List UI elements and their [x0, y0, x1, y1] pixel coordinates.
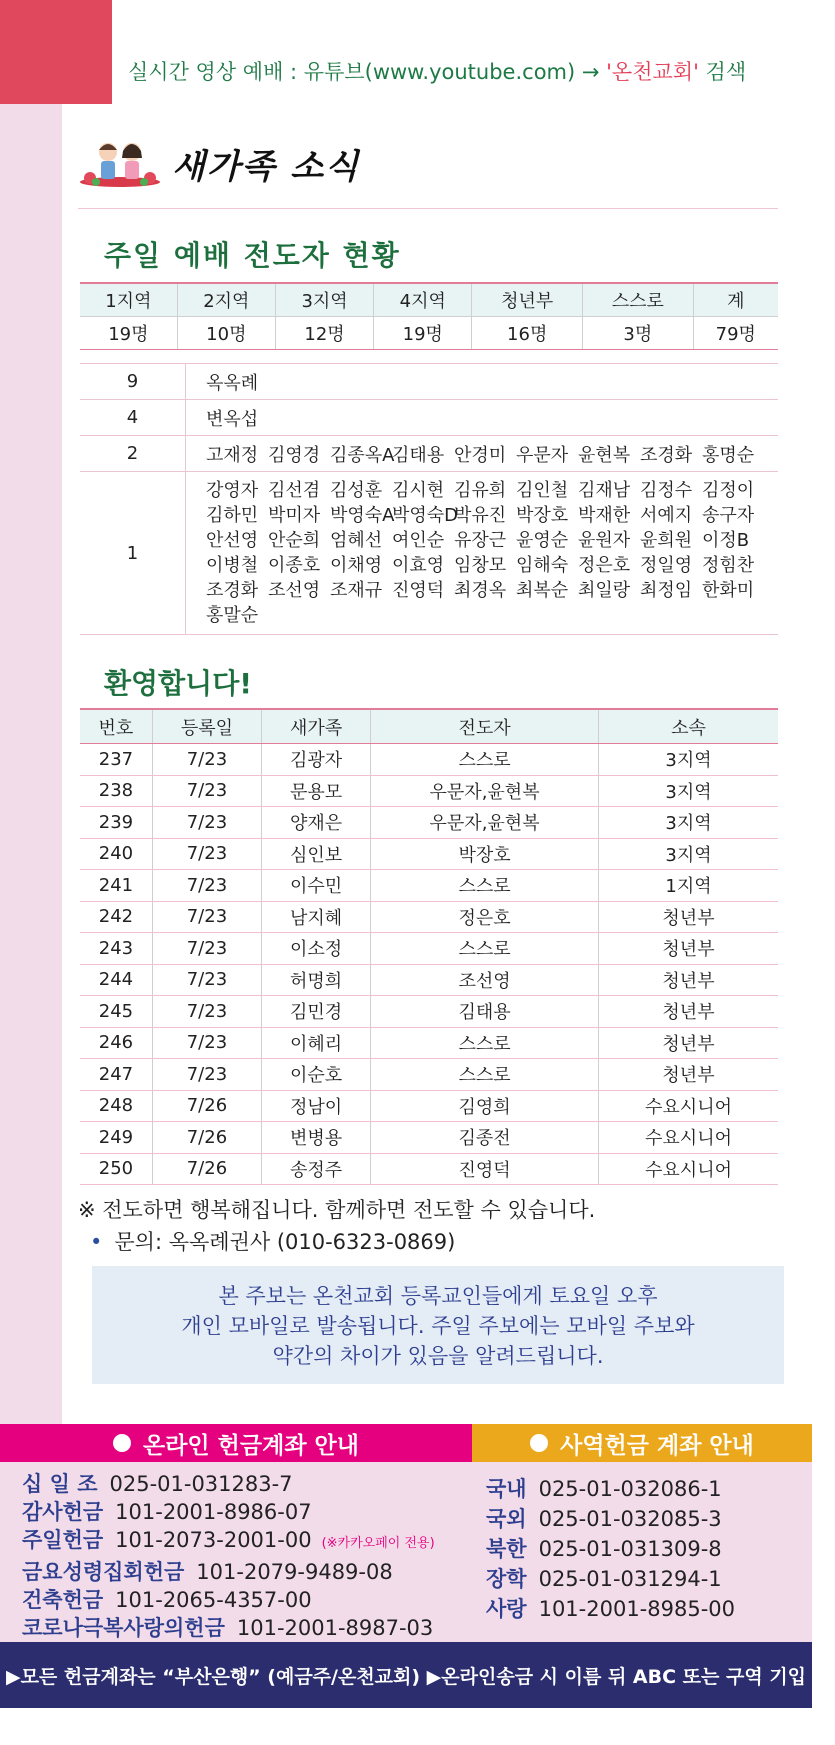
evangelist-name: 박재한	[578, 505, 631, 526]
footer-bank-notice: ▶모든 헌금계좌는 “부산은행” (예금주/온천교회) ▶온라인송금 시 이름 뒤 ABC 또는 구역 기입	[0, 1642, 812, 1708]
bullet: •	[90, 1230, 103, 1254]
count-number: 1	[80, 472, 186, 635]
stats-header-cell: 스스로	[583, 283, 694, 317]
divider	[78, 208, 778, 209]
evangelist-name: 조선영	[268, 580, 321, 601]
evangelist-name: 박영숙A	[330, 505, 395, 526]
welcome-cell: 245	[80, 996, 152, 1028]
section-header	[76, 138, 360, 188]
welcome-cell: 7/23	[152, 870, 261, 902]
stats-value-cell: 10명	[177, 317, 275, 350]
account-label: 십 일 조	[22, 1472, 98, 1496]
count-number: 4	[80, 400, 186, 436]
circle-bullet-icon	[530, 1434, 548, 1452]
account-number: 101-2001-8986-07	[115, 1500, 312, 1524]
account-label: 사랑	[486, 1597, 527, 1621]
contact-note	[90, 1226, 455, 1256]
online-offering-header	[0, 1424, 472, 1462]
stats-header-cell: 계	[693, 283, 778, 317]
welcome-title: 환영합니다!	[104, 667, 253, 700]
stats-value-cell: 12명	[275, 317, 373, 350]
welcome-cell: 조선영	[371, 964, 599, 996]
evangelist-name: 김종옥A	[330, 444, 395, 466]
table-row	[80, 744, 778, 776]
welcome-cell: 진영덕	[371, 1153, 599, 1185]
evangelist-name: 최정임	[640, 580, 693, 601]
table-row	[80, 964, 778, 996]
online-account-item	[22, 1526, 435, 1558]
evangelist-name: 김선겸	[268, 480, 321, 501]
welcome-cell: 변병용	[262, 1122, 371, 1154]
evangelist-name: 윤영순	[516, 530, 569, 551]
table-row	[80, 775, 778, 807]
evangelism-note: ※ 전도하면 행복해집니다. 함께하면 전도할 수 있습니다.	[78, 1198, 596, 1222]
welcome-cell: 248	[80, 1090, 152, 1122]
welcome-cell: 244	[80, 964, 152, 996]
welcome-cell: 이소정	[262, 933, 371, 965]
online-account-item	[22, 1470, 435, 1498]
welcome-cell: 237	[80, 744, 152, 776]
evangelist-name: 홍명순	[702, 444, 755, 466]
welcome-cell: 우문자,윤현복	[371, 775, 599, 807]
account-number: 025-01-032085-3	[538, 1507, 722, 1531]
evangelist-name: 김정수	[640, 480, 693, 501]
notice-line: 본 주보는 온천교회 등록교인들에게 토요일 오후	[218, 1284, 658, 1308]
evangelist-name: 최경옥	[454, 580, 507, 601]
table-row	[80, 1122, 778, 1154]
left-side-bar	[0, 104, 62, 1424]
welcome-cell: 이순호	[262, 1059, 371, 1091]
mission-offering-header	[472, 1424, 812, 1462]
welcome-cell: 7/23	[152, 901, 261, 933]
account-number: 025-01-031294-1	[538, 1567, 722, 1591]
account-label: 장학	[486, 1567, 527, 1591]
account-number: 101-2001-8987-03	[236, 1616, 434, 1640]
count-number: 2	[80, 436, 186, 472]
online-account-list	[22, 1470, 435, 1642]
table-row	[80, 996, 778, 1028]
online-account-item	[22, 1498, 435, 1526]
welcome-cell: 청년부	[599, 933, 778, 965]
stats-value-cell: 3명	[583, 317, 694, 350]
mission-account-list	[486, 1474, 735, 1624]
welcome-cell: 스스로	[371, 870, 599, 902]
evangelist-name: 이효영	[392, 555, 445, 576]
welcome-cell: 7/26	[152, 1122, 261, 1154]
evangelist-name: 최복순	[516, 580, 569, 601]
stats-value-cell: 16명	[472, 317, 583, 350]
welcome-cell: 박장호	[371, 838, 599, 870]
evangelist-name: 윤현복	[578, 444, 631, 466]
table-row	[80, 933, 778, 965]
welcome-cell: 249	[80, 1122, 152, 1154]
contact-text: 문의: 옥옥례권사 (010-6323-0869)	[114, 1230, 456, 1254]
couple-icon	[76, 138, 164, 188]
evangelist-name: 박장호	[516, 505, 569, 526]
account-label: 건축헌금	[22, 1588, 104, 1612]
welcome-cell: 청년부	[599, 901, 778, 933]
evangelist-name: 조경화	[640, 444, 693, 466]
mission-account-item	[486, 1534, 735, 1564]
evangelist-name: 이병철	[206, 555, 259, 576]
welcome-cell: 7/23	[152, 775, 261, 807]
account-number: 101-2065-4357-00	[115, 1588, 312, 1612]
welcome-cell: 3지역	[599, 838, 778, 870]
evangelist-name: 조재규	[330, 580, 383, 601]
stats-header-cell: 3지역	[275, 283, 373, 317]
stats-value-cell: 19명	[80, 317, 177, 350]
welcome-header-row	[80, 709, 778, 744]
account-number: 025-01-031309-8	[538, 1537, 722, 1561]
stats-header-cell: 2지역	[177, 283, 275, 317]
welcome-cell: 240	[80, 838, 152, 870]
welcome-cell: 김종전	[371, 1122, 599, 1154]
mission-account-item	[486, 1594, 735, 1624]
welcome-cell: 7/23	[152, 807, 261, 839]
evangelist-name: 임해숙	[516, 555, 569, 576]
youtube-notice-prefix: 실시간 영상 예배 : 유튜브(www.youtube.com) →	[128, 60, 607, 84]
table-row	[80, 901, 778, 933]
evangelist-name: 김성훈	[330, 480, 383, 501]
welcome-header-cell: 등록일	[152, 709, 261, 744]
evangelist-name: 여인순	[392, 530, 445, 551]
online-offering-title: 온라인 헌금계좌 안내	[143, 1432, 359, 1459]
welcome-cell: 239	[80, 807, 152, 839]
evangelist-name: 안경미	[454, 444, 507, 466]
welcome-cell: 송정주	[262, 1153, 371, 1185]
stats-value-cell: 19명	[374, 317, 472, 350]
account-label: 국외	[486, 1507, 527, 1531]
welcome-cell: 246	[80, 1027, 152, 1059]
table-row	[80, 870, 778, 902]
account-number: 101-2001-8985-00	[538, 1597, 736, 1621]
welcome-cell: 양재은	[262, 807, 371, 839]
welcome-cell: 남지혜	[262, 901, 371, 933]
welcome-cell: 7/23	[152, 964, 261, 996]
welcome-cell: 수요시니어	[599, 1090, 778, 1122]
evangelist-name: 정일영	[640, 555, 693, 576]
table-row	[80, 807, 778, 839]
evangelist-count-table	[80, 363, 778, 635]
account-label: 국내	[486, 1477, 527, 1501]
evangelist-name: 한화미	[702, 580, 755, 601]
welcome-cell: 250	[80, 1153, 152, 1185]
welcome-cell: 정남이	[262, 1090, 371, 1122]
count-row	[80, 436, 778, 472]
welcome-header-cell: 전도자	[371, 709, 599, 744]
stats-title: 주일 예배 전도자 현황	[104, 239, 401, 272]
welcome-cell: 스스로	[371, 744, 599, 776]
evangelist-name: 김인철	[516, 480, 569, 501]
evangelist-name: 김유희	[454, 480, 507, 501]
count-row	[80, 472, 778, 635]
welcome-cell: 김영희	[371, 1090, 599, 1122]
evangelist-name: 박미자	[268, 505, 321, 526]
welcome-cell: 우문자,윤현복	[371, 807, 599, 839]
account-label: 북한	[486, 1537, 527, 1561]
account-number: 025-01-031283-7	[109, 1472, 293, 1496]
evangelist-name: 변옥섭	[206, 408, 259, 430]
table-row	[80, 1059, 778, 1091]
welcome-cell: 242	[80, 901, 152, 933]
evangelist-name: 임창모	[454, 555, 507, 576]
welcome-cell: 1지역	[599, 870, 778, 902]
evangelist-name: 김정이	[702, 480, 755, 501]
evangelist-name: 유장근	[454, 530, 507, 551]
stats-header-row	[80, 283, 778, 317]
online-account-item	[22, 1558, 435, 1586]
account-number: 101-2073-2001-00	[115, 1528, 312, 1552]
circle-bullet-icon	[113, 1434, 131, 1452]
table-row	[80, 838, 778, 870]
welcome-cell: 7/23	[152, 744, 261, 776]
evangelist-name: 김하민	[206, 505, 259, 526]
account-label: 금요성령집회헌금	[22, 1560, 185, 1584]
online-account-item	[22, 1586, 435, 1614]
welcome-cell: 김태용	[371, 996, 599, 1028]
welcome-header-cell: 소속	[599, 709, 778, 744]
evangelist-name: 최일랑	[578, 580, 631, 601]
account-number: 025-01-032086-1	[538, 1477, 722, 1501]
mission-offering-title: 사역헌금 계좌 안내	[560, 1432, 754, 1459]
account-label: 주일헌금	[22, 1528, 104, 1552]
welcome-header-cell: 새가족	[262, 709, 371, 744]
welcome-cell: 청년부	[599, 1059, 778, 1091]
evangelist-name: 김태용	[392, 444, 445, 466]
welcome-cell: 김광자	[262, 744, 371, 776]
welcome-cell: 문용모	[262, 775, 371, 807]
evangelist-names	[186, 472, 779, 635]
evangelist-name: 이채영	[330, 555, 383, 576]
welcome-cell: 수요시니어	[599, 1122, 778, 1154]
evangelist-name: 서예지	[640, 505, 693, 526]
welcome-cell: 이혜리	[262, 1027, 371, 1059]
welcome-cell: 3지역	[599, 744, 778, 776]
evangelist-name: 윤원자	[578, 530, 631, 551]
welcome-cell: 수요시니어	[599, 1153, 778, 1185]
count-row	[80, 364, 778, 400]
welcome-cell: 심인보	[262, 838, 371, 870]
mobile-bulletin-notice	[92, 1266, 784, 1384]
welcome-cell: 7/23	[152, 1027, 261, 1059]
welcome-cell: 청년부	[599, 1027, 778, 1059]
welcome-cell: 청년부	[599, 964, 778, 996]
welcome-cell: 김민경	[262, 996, 371, 1028]
account-label: 코로나극복사랑의헌금	[22, 1616, 225, 1640]
youtube-notice-highlight: '온천교회'	[606, 60, 699, 84]
evangelist-name: 엄혜선	[330, 530, 383, 551]
youtube-notice	[128, 56, 746, 86]
evangelist-names	[186, 436, 779, 472]
evangelist-name: 조경화	[206, 580, 259, 601]
kakaopay-note: (※카카오페이 전용)	[321, 1536, 435, 1551]
welcome-cell: 스스로	[371, 1027, 599, 1059]
welcome-cell: 7/23	[152, 838, 261, 870]
stats-header-cell: 1지역	[80, 283, 177, 317]
evangelist-name: 홍말순	[206, 605, 259, 626]
welcome-cell: 스스로	[371, 933, 599, 965]
welcome-cell: 7/26	[152, 1153, 261, 1185]
stats-header-cell: 청년부	[472, 283, 583, 317]
online-account-item	[22, 1614, 435, 1642]
evangelist-name: 이정B	[702, 530, 750, 551]
evangelist-name: 강영자	[206, 480, 259, 501]
evangelist-names	[186, 364, 779, 400]
welcome-cell: 7/23	[152, 996, 261, 1028]
table-row	[80, 1090, 778, 1122]
evangelist-name: 정힘찬	[702, 555, 755, 576]
account-number: 101-2079-9489-08	[196, 1560, 393, 1584]
stats-header-cell: 4지역	[374, 283, 472, 317]
evangelist-name: 이종호	[268, 555, 321, 576]
welcome-cell: 247	[80, 1059, 152, 1091]
evangelist-name: 정은호	[578, 555, 631, 576]
mission-account-item	[486, 1504, 735, 1534]
evangelist-name: 옥옥례	[206, 372, 259, 394]
evangelist-name: 박유진	[454, 505, 507, 526]
welcome-cell: 7/23	[152, 1059, 261, 1091]
section-title: 새가족 소식	[172, 146, 361, 187]
notice-line: 개인 모바일로 발송됩니다. 주일 주보에는 모바일 주보와	[181, 1314, 695, 1338]
welcome-cell: 7/26	[152, 1090, 261, 1122]
youtube-notice-suffix: 검색	[698, 60, 747, 84]
evangelist-names	[186, 400, 779, 436]
stats-value-cell: 79명	[693, 317, 778, 350]
stats-value-row	[80, 317, 778, 350]
count-row	[80, 400, 778, 436]
welcome-cell: 이수민	[262, 870, 371, 902]
corner-decoration	[0, 0, 112, 104]
evangelist-stats-table	[80, 282, 778, 350]
evangelist-name: 윤희원	[640, 530, 693, 551]
evangelist-name: 송구자	[702, 505, 755, 526]
evangelist-name: 안선영	[206, 530, 259, 551]
welcome-cell: 허명희	[262, 964, 371, 996]
welcome-cell: 정은호	[371, 901, 599, 933]
welcome-cell: 241	[80, 870, 152, 902]
count-number: 9	[80, 364, 186, 400]
evangelist-name: 진영덕	[392, 580, 445, 601]
welcome-cell: 3지역	[599, 807, 778, 839]
evangelist-name: 박영숙D	[392, 505, 459, 526]
welcome-cell: 스스로	[371, 1059, 599, 1091]
evangelist-name: 안순희	[268, 530, 321, 551]
table-row	[80, 1027, 778, 1059]
evangelist-name: 고재정	[206, 444, 259, 466]
evangelist-name: 우문자	[516, 444, 569, 466]
evangelist-name: 김영경	[268, 444, 321, 466]
welcome-cell: 3지역	[599, 775, 778, 807]
welcome-cell: 7/23	[152, 933, 261, 965]
mission-account-item	[486, 1564, 735, 1594]
welcome-cell: 243	[80, 933, 152, 965]
table-row	[80, 1153, 778, 1185]
notice-line: 약간의 차이가 있음을 알려드립니다.	[272, 1344, 604, 1368]
new-family-table	[80, 708, 778, 1185]
welcome-header-cell: 번호	[80, 709, 152, 744]
evangelist-name: 김재남	[578, 480, 631, 501]
evangelist-name: 김시현	[392, 480, 445, 501]
account-label: 감사헌금	[22, 1500, 104, 1524]
welcome-cell: 238	[80, 775, 152, 807]
welcome-cell: 청년부	[599, 996, 778, 1028]
mission-account-item	[486, 1474, 735, 1504]
